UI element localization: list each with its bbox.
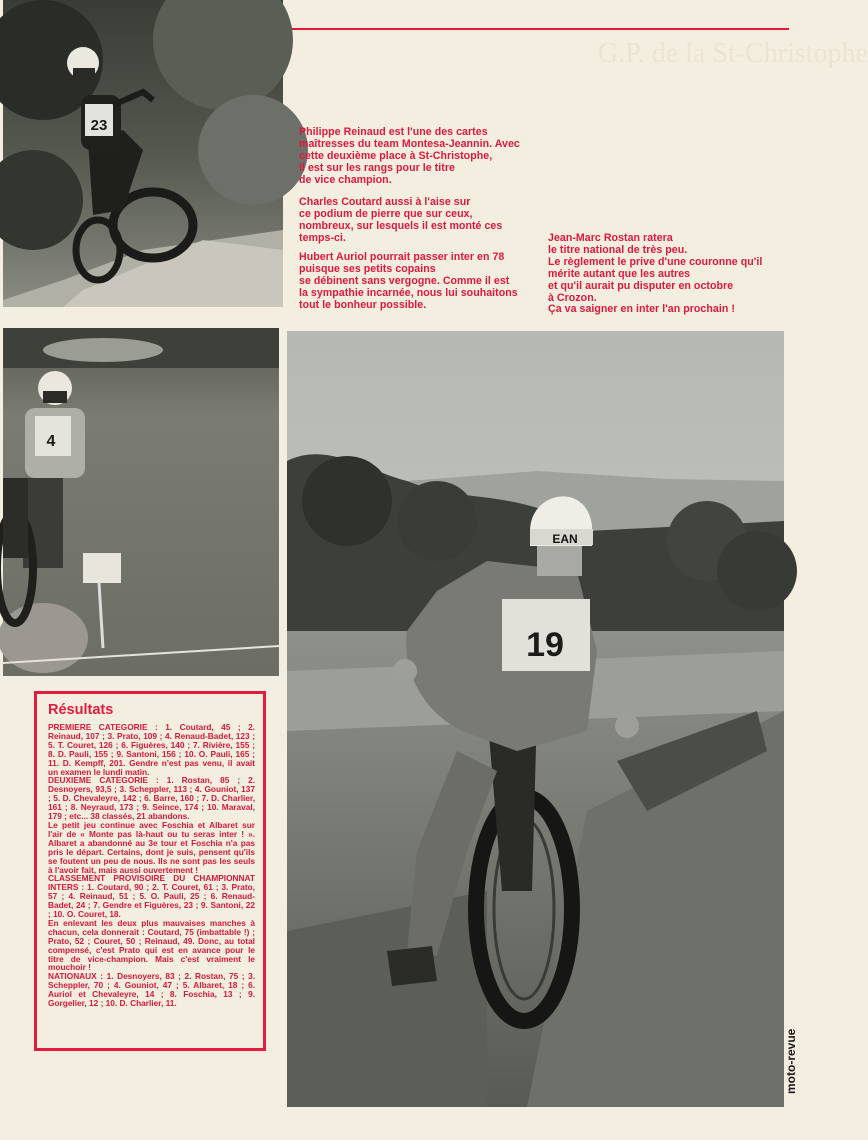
- magazine-name: moto-revue: [784, 1028, 798, 1094]
- results-box: [34, 691, 266, 1051]
- bib-number: 23: [90, 117, 108, 134]
- results-title: Résultats: [48, 702, 114, 718]
- results-body: PREMIERE CATEGORIE : 1. Coutard, 45 ; 2. Reinaud, 107 ; 3. Prato, 109 ; 4. Renaud-Badet, 123 ; 5. T. Couret, 126 ; 6. Figuères, 140 ; 7. Rivière, 155 ; 8. D. Pauli, 155 ; 9. Santoni, 156 ; 10. O. Pauli, 165 ; 11. D. Kempff, 201. Gendre n'est pas venu, il avait un examen le lundi matin. DEUXIEME CATEGORIE : 1. Rostan, 85 ; 2. Desnoyers, 93,5 ; 3. Scheppler, 113 ; 4. Gouniot, 137 ; 5. D. Chevaleyre, 142 ; 6. Barre, 160 ; 7. D. Charlier, 161 ; 8. Neyraud, 173 ; 9. Seince, 174 ; 10. Maraval, 179 ; etc... 38 classés, 21 abandons. Le petit jeu continue avec Foschia et Albaret sur l'air de « Monte pas là-haut ou tu seras inter ! ». Albaret a abandonné au 3e tour et Foschia n'a pas pris le départ. Certains, dont je suis, pensent qu'ils se foutent un peu de nous. Ils ne sont pas les seuls à l'avoir fait, mais aussi ouvertement ! CLASSEMENT PROVISOIRE DU CHAMPIONNAT INTERS : 1. Coutard, 90 ; 2. T. Couret, 61 ; 3. Prato, 57 ; 4. Reinaud, 51 ; 5. O. Pauli, 25 ; 6. Renaud-Badet, 24 ; 7. Gendre et Figuères, 23 ; 9. Santoni, 22 ; 10. O. Couret, 18. En enlevant les deux plus mauvaises manches à chacun, cela donnerait : Coutard, 75 (imbattable !) ; Prato, 52 ; Couret, 50 ; Reinaud, 49. Donc, au total compensé, c'est Prato qui est en avance pour le titre de vice-champion. Mais c'est vraiment le mouchoir ! NATIONAUX : 1. Desnoyers, 83 ; 2. Rostan, 75 ; 3. Scheppler, 70 ; 4. Gouniot, 47 ; 5. Albaret, 18 ; 6. Auriol et Chevaleyre, 14 ; 8. Foschia, 13 ; 9. Gorgelier, 12 ; 10. D. Charlier, 11.: [48, 722, 255, 1009]
- photo-rostan: [287, 331, 784, 1107]
- bib-number: 19: [526, 626, 564, 664]
- caption-rostan: Jean-Marc Rostan ratera le titre national de très peu. Le règlement le prive d'une couronne qu'il mérite autant que les autres et qu'il aurait pu disputer en octobre à Crozon. Ça va saigner en inter l'an prochain !: [548, 232, 763, 316]
- bib-number: 4: [46, 433, 56, 450]
- helmet-text: EAN: [552, 532, 578, 546]
- caption-reinaud: Philippe Reinaud est l'une des cartes maîtresses du team Montesa-Jeannin. Avec cette deuxième place à St-Christophe, il est sur les rangs pour le titre de vice champion.: [299, 126, 520, 186]
- photo-reinaud: [3, 0, 283, 307]
- ghost-heading: G.P. de la St-Christophe: [598, 38, 868, 69]
- caption-auriol: Hubert Auriol pourrait passer inter en 78 puisque ses petits copains se débinent sans vergogne. Comme il est la sympathie incarnée, nous lui souhaitons tout le bonheur possible.: [299, 251, 518, 311]
- caption-coutard: Charles Coutard aussi à l'aise sur ce podium de pierre que sur ceux, nombreux, sur lesquels il est monté ces temps-ci.: [299, 196, 503, 244]
- red-rule: [290, 28, 789, 30]
- photo-coutard: [3, 328, 279, 676]
